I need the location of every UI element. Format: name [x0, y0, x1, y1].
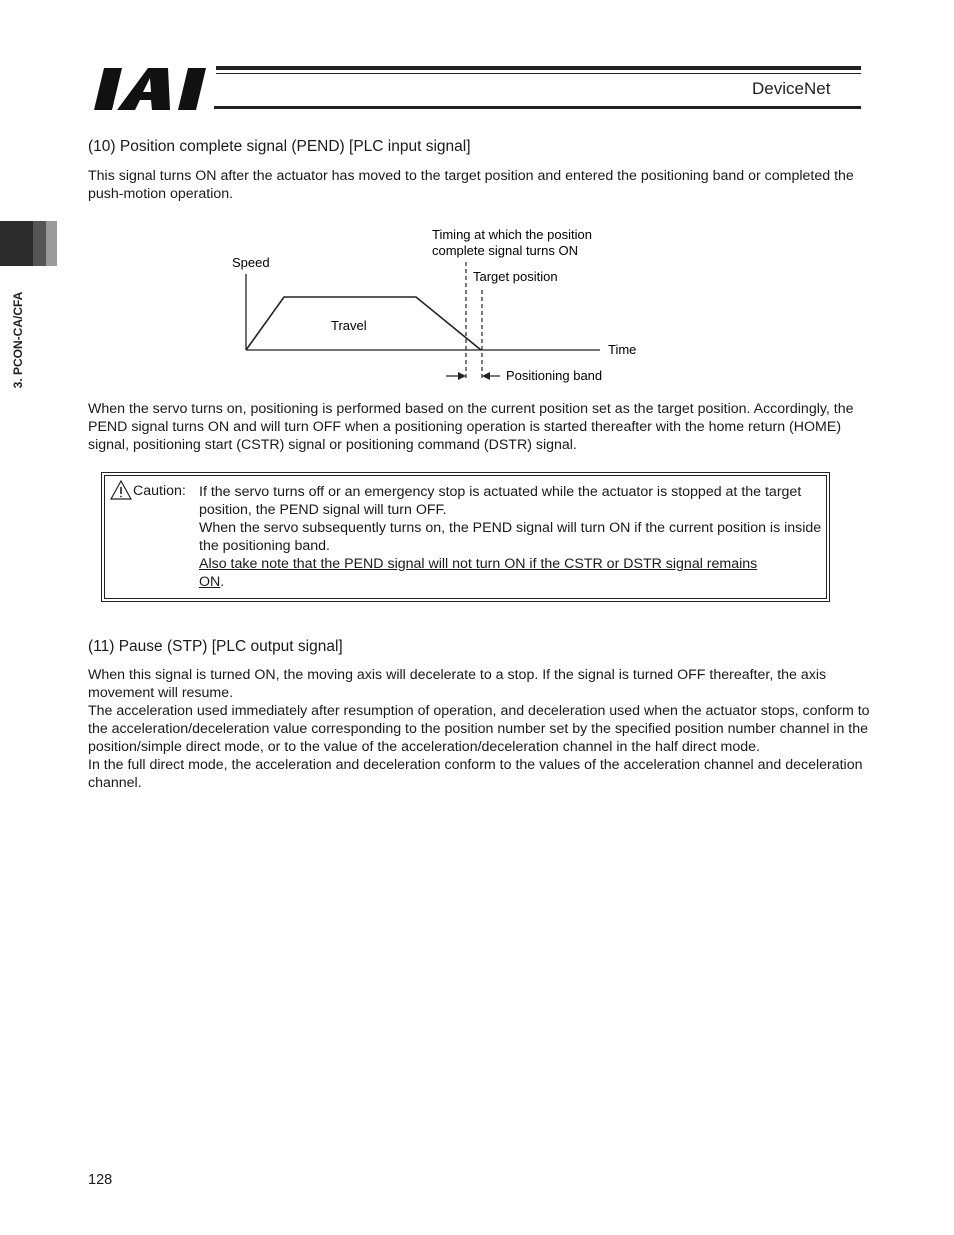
chapter-side-label: 3. PCON-CA/CFA — [11, 291, 25, 389]
timing-label-line1: Timing at which the position — [432, 227, 592, 242]
caution-line-2: When the servo subsequently turns on, the PEND signal will turn ON if the current position is inside the positioning band. — [199, 520, 822, 554]
page-number: 128 — [88, 1172, 113, 1188]
section-10-intro: This signal turns ON after the actuator has moved to the target position and entered the positioning band or completed the push-motion operation. — [88, 168, 854, 202]
section-11-p2: The acceleration used immediately after resumption of operation, and deceleration used when the actuator stops, conform to the acceleration/deceleration value corresponding to the position number set by the specified position number channel in the position/simple direct mode, or to the value of the acceleration/deceleration channel in the half direct mode. — [88, 703, 870, 755]
timing-label-line2: complete signal turns ON — [432, 243, 578, 258]
travel-label: Travel — [331, 318, 367, 333]
positioning-band-label: Positioning band — [506, 368, 603, 383]
caution-line-3-tail: . — [220, 574, 225, 590]
band-arrowhead-left — [458, 372, 466, 380]
section-11-body — [88, 666, 878, 792]
speed-label: Speed — [232, 255, 270, 270]
warning-triangle-icon — [110, 480, 132, 500]
caution-label: Caution: — [133, 483, 186, 499]
caution-line-3-underlined-end: ON — [199, 574, 221, 590]
caution-line-1: If the servo turns off or an emergency stop is actuated while the actuator is stopped at the target position, the PEND signal will turn OFF. — [199, 484, 802, 518]
caution-line-3-underlined: Also take note that the PEND signal will not turn ON if the CSTR or DSTR signal remains — [199, 556, 758, 572]
section-11-p3: In the full direct mode, the acceleration and deceleration conform to the values of the acceleration channel and deceleration channel. — [88, 757, 863, 791]
section-11-heading: (11) Pause (STP) [PLC output signal] — [88, 638, 343, 655]
brand-text: IAI — [90, 62, 92, 63]
section-10-body: When the servo turns on, positioning is performed based on the current position set as the target position. Accordingly, the PEND signal turns ON and will turn OFF when a positioning operation is started thereafter with the home return (HOME) signal, positioning start (CSTR) signal or positioning command (DSTR) signal. — [88, 401, 854, 453]
band-arrowhead-right — [482, 372, 490, 380]
section-10-heading: (10) Position complete signal (PEND) [PLC input signal] — [88, 138, 471, 155]
caution-body — [199, 483, 824, 591]
timing-diagram — [0, 0, 954, 400]
section-11-p1: When this signal is turned ON, the moving axis will decelerate to a stop. If the signal is turned OFF thereafter, the axis movement will resume. — [88, 667, 827, 701]
target-position-label: Target position — [473, 269, 558, 284]
header-title: DeviceNet — [752, 79, 831, 98]
time-label: Time — [608, 342, 637, 357]
caution-line-3 — [199, 555, 824, 591]
